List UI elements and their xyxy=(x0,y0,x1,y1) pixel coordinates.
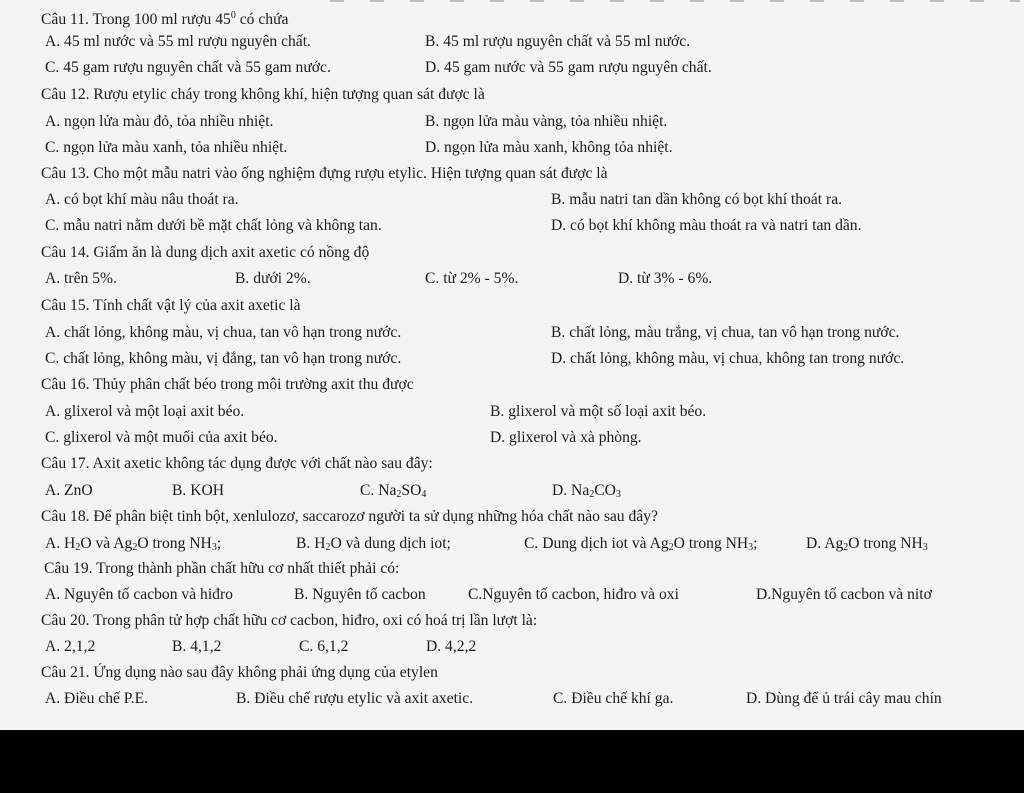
q14-option-a: A. trên 5%. xyxy=(45,270,117,287)
q21-option-a: A. Điều chế P.E. xyxy=(45,690,149,707)
q17-option-b: B. KOH xyxy=(172,482,224,499)
q12-option-a: A. ngọn lửa màu đỏ, tỏa nhiều nhiệt. xyxy=(45,113,274,130)
q13-option-d: D. có bọt khí không màu thoát ra và natri tan dần. xyxy=(551,217,862,234)
q20-option-a: A. 2,1,2 xyxy=(45,638,96,655)
question-18: Câu 18. Để phân biệt tinh bột, xenlulozơ, saccarozơ người ta sử dụng những hóa chất nào sau đây? xyxy=(41,508,658,525)
q11-option-b: B. 45 ml rượu nguyên chất và 55 ml nước. xyxy=(425,33,691,50)
q14-option-c: C. từ 2% - 5%. xyxy=(425,270,519,287)
q13-option-b: B. mẫu natri tan dần không có bọt khí thoát ra. xyxy=(551,191,843,208)
question-12: Câu 12. Rượu etylic cháy trong không khí, hiện tượng quan sát được là xyxy=(41,86,485,103)
question-17: Câu 17. Axit axetic không tác dụng được với chất nào sau đây: xyxy=(41,455,433,472)
q11-option-a: A. 45 ml nước và 55 ml rượu nguyên chất. xyxy=(45,33,311,50)
q21-option-c: C. Điều chế khí ga. xyxy=(553,690,674,707)
q16-option-a: A. glixerol và một loại axit béo. xyxy=(45,403,245,420)
q19-option-c: C.Nguyên tố cacbon, hiđro và oxi xyxy=(468,586,679,603)
q15-option-d: D. chất lỏng, không màu, vị chua, không tan trong nước. xyxy=(551,350,905,367)
q18-option-b: B. $H_2O$ và dung dịch iot; xyxy=(296,535,451,553)
q21-option-d: D. Dùng để ủ trái cây mau chín xyxy=(746,690,942,707)
q18-option-a: A. $H_2O$ và $Ag_2O$ trong $NH_3$; xyxy=(45,535,222,553)
q19-option-d: D.Nguyên tố cacbon và nitơ xyxy=(756,586,932,603)
question-21: Câu 21. Ứng dụng nào sau đây không phải ứng dụng của etylen xyxy=(41,664,438,681)
question-11: Câu 11. Trong 100 ml rượu $45^0$ có chứa xyxy=(41,10,289,28)
question-20: Câu 20. Trong phân tử hợp chất hữu cơ cacbon, hiđro, oxi có hoá trị lần lượt là: xyxy=(41,612,538,629)
q18-option-c: C. Dung dịch iot và $Ag_2O$ trong $NH_3$; xyxy=(524,535,758,553)
q11-option-d: D. 45 gam nước và 55 gam rượu nguyên chất. xyxy=(425,59,712,76)
q17-option-c: C. $Na_2SO_4$ xyxy=(360,482,427,500)
q14-option-b: B. dưới 2%. xyxy=(235,270,311,287)
q16-option-c: C. glixerol và một muối của axit béo. xyxy=(45,429,278,446)
question-15: Câu 15. Tính chất vật lý của axit axetic là xyxy=(41,297,301,314)
q19-option-a: A. Nguyên tố cacbon và hiđro xyxy=(45,586,233,603)
q17-option-d: D. $Na_2CO_3$ xyxy=(552,482,621,500)
q16-option-b: B. glixerol và một số loại axit béo. xyxy=(490,403,707,420)
q12-option-d: D. ngọn lửa màu xanh, không tỏa nhiệt. xyxy=(425,139,673,156)
q12-option-b: B. ngọn lửa màu vàng, tỏa nhiều nhiệt. xyxy=(425,113,668,130)
q20-option-d: D. 4,2,2 xyxy=(426,638,477,655)
q13-option-c: C. mẫu natri nằm dưới bề mặt chất lỏng và không tan. xyxy=(45,217,382,234)
cropped-text-line xyxy=(330,0,1020,2)
q20-option-c: C. 6,1,2 xyxy=(299,638,349,655)
question-19: Câu 19. Trong thành phần chất hữu cơ nhất thiết phải có: xyxy=(44,560,400,577)
q15-option-c: C. chất lỏng, không màu, vị đắng, tan vô hạn trong nước. xyxy=(45,350,402,367)
question-16: Câu 16. Thủy phân chất béo trong môi trường axit thu được xyxy=(41,376,414,393)
q21-option-b: B. Điều chế rượu etylic và axit axetic. xyxy=(236,690,474,707)
q16-option-d: D. glixerol và xà phòng. xyxy=(490,429,642,446)
q15-option-b: B. chất lỏng, màu trắng, vị chua, tan vô hạn trong nước. xyxy=(551,324,900,341)
q18-option-d: D. $Ag_2O$ trong $NH_3$ xyxy=(806,535,928,553)
question-14: Câu 14. Giấm ăn là dung dịch axit axetic có nồng độ xyxy=(41,244,370,261)
q11-option-c: C. 45 gam rượu nguyên chất và 55 gam nước. xyxy=(45,59,331,76)
q17-option-a: A. ZnO xyxy=(45,482,93,499)
q15-option-a: A. chất lỏng, không màu, vị chua, tan vô hạn trong nước. xyxy=(45,324,402,341)
question-13: Câu 13. Cho một mẫu natri vào ống nghiệm đựng rượu etylic. Hiện tượng quan sát được là xyxy=(41,165,608,182)
q14-option-d: D. từ 3% - 6%. xyxy=(618,270,713,287)
q13-option-a: A. có bọt khí màu nâu thoát ra. xyxy=(45,191,239,208)
q12-option-c: C. ngọn lửa màu xanh, tỏa nhiều nhiệt. xyxy=(45,139,288,156)
bottom-black-bar xyxy=(0,730,1024,793)
q20-option-b: B. 4,1,2 xyxy=(172,638,222,655)
q19-option-b: B. Nguyên tố cacbon xyxy=(294,586,426,603)
